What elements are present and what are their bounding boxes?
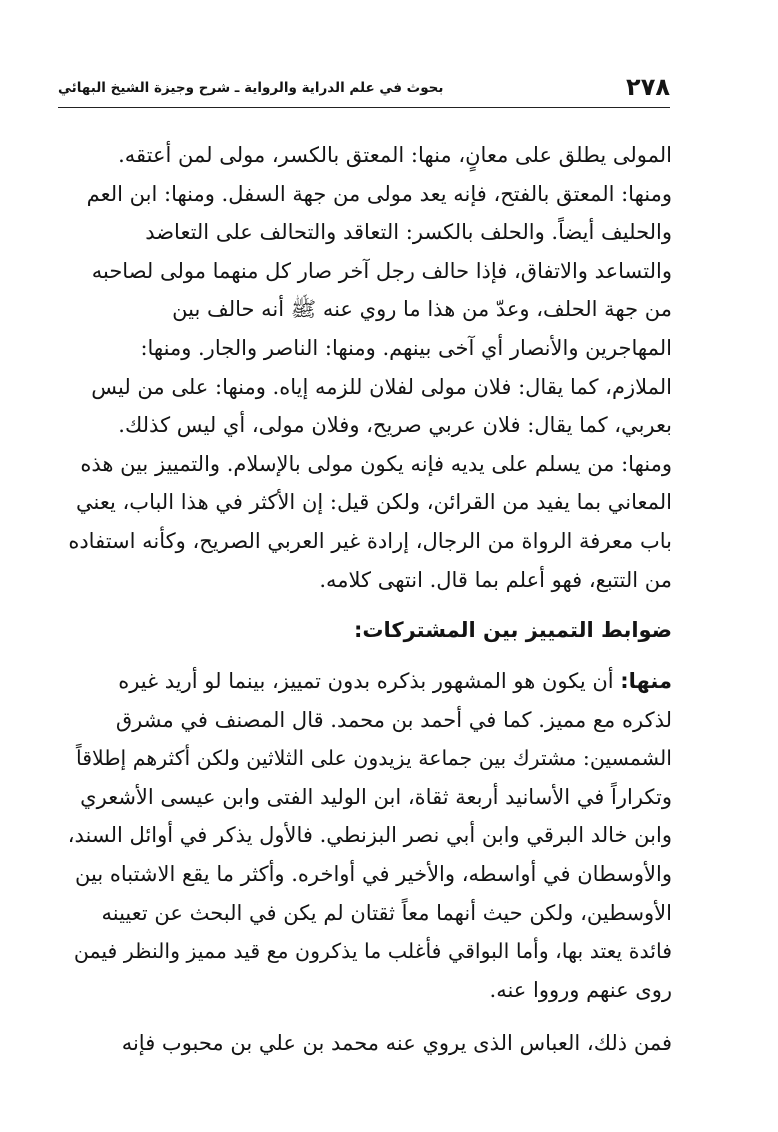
text-line: المعاني بما يفيد من القرائن، ولكن قيل: إن الأكثر في هذا الباب، يعني (76, 490, 672, 515)
page-header (58, 72, 670, 106)
section-heading: ضوابط التمييز بين المشتركات: (353, 618, 672, 642)
text-line: من جهة الحلف، وعدّ من هذا ما روي عنه ﷺ أنه حالف بين (172, 297, 672, 322)
text-line: الأوسطين، ولكن حيث أنهما معاً ثقتان لم يكن في البحث عن تعيينه (101, 900, 672, 925)
lead-word: منها: (620, 669, 672, 693)
paragraph-distinguishing-rules (62, 662, 672, 1009)
text-span: أن يكون هو المشهور بذكره بدون تمييز، بينما لو أريد غيره (118, 669, 621, 693)
header-divider (58, 107, 670, 108)
text-line: فائدة يعتد بها، وأما البواقي فأغلب ما يذكرون مع قيد مميز والنظر فيمن (73, 939, 672, 964)
running-title: بحوث في علم الدراية والرواية ـ شرح وجيزة الشيخ البهائي (58, 80, 444, 96)
text-line: لذكره مع مميز. كما في أحمد بن محمد. قال المصنف في مشرق (115, 707, 672, 732)
text-line: ومنها: المعتق بالفتح، فإنه يعد مولى من جهة السفل. ومنها: ابن العم (86, 181, 672, 206)
text-line: ومنها: من يسلم على يديه فإنه يكون مولى بالإسلام. والتمييز بين هذه (80, 451, 672, 476)
text-line: المهاجرين والأنصار أي آخى بينهم. ومنها: الناصر والجار. ومنها: (140, 335, 672, 360)
text-line: من التتبع، فهو أعلم بما قال. انتهى كلامه. (319, 567, 672, 592)
text-line: المولى يطلق على معانٍ، منها: المعتق بالكسر، مولى لمن أعتقه. (118, 143, 672, 167)
paragraph-mawla-meanings (62, 136, 672, 599)
text-line: وابن خالد البرقي وابن أبي نصر البزنطي. فالأول يذكر في أوائل السند، (67, 823, 672, 848)
text-line: والحليف أيضاً. والحلف بالكسر: التعاقد والتحالف على التعاضد (145, 220, 672, 245)
text-line (62, 662, 672, 701)
paragraph-example (62, 1024, 672, 1063)
text-line: والأوسطان في أواسطه، والأخير في أواخره. وأكثر ما يقع الاشتباه بين (75, 861, 672, 886)
text-line: الملازم، كما يقال: فلان مولى لفلان للزمه إياه. ومنها: على من ليس (91, 374, 672, 399)
text-line: والتساعد والاتفاق، فإذا حالف رجل آخر صار كل منهما مولى لصاحبه (91, 258, 672, 283)
text-line: باب معرفة الرواة من الرجال، إرادة غير العربي الصريح، وكأنه استفاده (68, 528, 672, 553)
text-line: وتكراراً في الأسانيد أربعة ثقاة، ابن الوليد الفتى وابن عيسى الأشعري (80, 784, 672, 809)
text-line: بعربي، كما يقال: فلان عربي صريح، وفلان مولى، أي ليس كذلك. (118, 413, 672, 438)
text-line: روى عنهم ورووا عنه. (489, 977, 672, 1002)
page-number: ٢٧٨ (626, 73, 670, 101)
text-line: الشمسين: مشترك بين جماعة يزيدون على الثلاثين ولكن أكثرهم إطلاقاً (75, 746, 672, 771)
text-line: فمن ذلك، العباس الذى يروي عنه محمد بن علي بن محبوب فإنه (121, 1031, 672, 1055)
